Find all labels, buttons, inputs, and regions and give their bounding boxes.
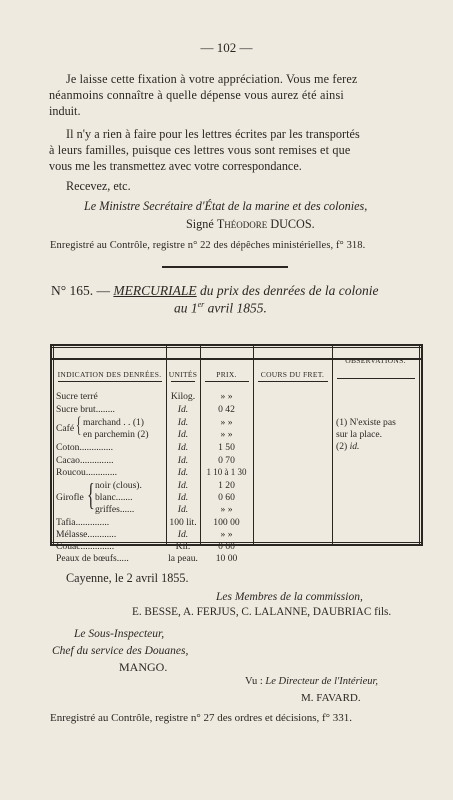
signed-last-name: DUCOS.	[270, 217, 315, 231]
header-underline-2	[171, 381, 195, 382]
vu-prefix: Vu :	[245, 676, 263, 687]
header-indication: INDICATION DES DENRÉES.	[57, 370, 162, 379]
row-price: 100 00	[213, 517, 240, 528]
group-girofle: Girofle	[56, 492, 84, 503]
brace-girofle: {	[87, 476, 95, 512]
paragraph-2-line-1: Il n'y a rien à faire pour les lettres écrites par les transportés	[66, 127, 360, 141]
row-name: noir (clous).	[95, 480, 142, 491]
row-unit: Id.	[177, 529, 189, 540]
chef-service: Chef du service des Douanes,	[52, 645, 189, 657]
group-cafe: Café	[56, 423, 75, 434]
row-name: Roucou.............	[56, 467, 118, 478]
favard-signature: M. FAVARD.	[301, 692, 361, 704]
commission-names: E. BESSE, A. FERJUS, C. LALANNE, DAUBRIAC fils.	[132, 606, 392, 618]
row-price: 0 60	[218, 541, 235, 552]
header-underline-4	[258, 381, 328, 382]
document-title	[51, 283, 378, 299]
row-name: Coton..............	[56, 442, 114, 453]
mango-signature: MANGO.	[119, 660, 168, 674]
row-unit: 100 lit.	[169, 517, 197, 528]
brace-cafe: {	[76, 412, 82, 437]
row-price: 1 50	[218, 442, 235, 453]
row-unit: Id.	[177, 442, 189, 453]
row-name: Cacao..............	[56, 455, 114, 466]
row-unit: Id.	[177, 492, 189, 503]
row-name: blanc.......	[95, 492, 133, 503]
closing: Recevez, etc.	[66, 179, 131, 193]
column-divider-4	[332, 344, 333, 546]
row-price: » »	[220, 391, 233, 402]
row-price: 10 00	[215, 553, 238, 564]
observation-note-text: id.	[349, 441, 360, 452]
page-number: — 102 —	[200, 40, 253, 55]
row-name: griffes......	[95, 504, 135, 515]
row-unit: Id.	[177, 404, 189, 415]
row-name: Peaux de bœufs.....	[56, 553, 129, 564]
mercuriale-title: MERCURIALE	[113, 283, 197, 298]
date-prefix: au 1	[174, 300, 198, 316]
registration-2: Enregistré au Contrôle, registre n° 27 des ordres et décisions, f° 331.	[50, 712, 353, 724]
observation-line-2: sur la place.	[336, 429, 383, 440]
row-unit: Kilog.	[170, 391, 196, 402]
header-observations: OBSERVATIONS.	[345, 356, 406, 365]
table-inner-top-border	[50, 347, 423, 348]
paragraph-2-line-3: vous me les transmettez avec votre correspondance.	[49, 159, 302, 173]
row-price: » »	[220, 429, 233, 440]
commission-title: Les Membres de la commission,	[216, 591, 363, 603]
row-name: Sucre terré	[56, 391, 98, 402]
row-unit: Id.	[177, 467, 189, 478]
row-price: » »	[220, 504, 233, 515]
paragraph-1-line-1: Je laisse cette fixation à votre appréciation. Vous me ferez	[66, 72, 358, 86]
row-unit: la peau.	[168, 553, 198, 564]
place-date: Cayenne, le 2 avril 1855.	[66, 571, 189, 585]
paragraph-1-line-2: néanmoins connaître à quelle dépense vous aurez été ainsi	[49, 88, 344, 102]
vu-title: Le Directeur de l'Intérieur,	[265, 676, 379, 687]
row-price: 0 70	[218, 455, 235, 466]
row-price: 1 20	[218, 480, 235, 491]
document-number: N° 165. —	[51, 283, 114, 298]
row-unit: Id.	[177, 429, 189, 440]
header-underline-1	[58, 381, 162, 382]
row-name: marchand . . (1)	[83, 417, 145, 428]
sous-inspecteur: Le Sous-Inspecteur,	[74, 628, 165, 640]
row-price: 0 60	[218, 492, 235, 503]
paragraph-2-line-2: à leurs familles, puisque ces lettres vous sont remises et que	[49, 143, 351, 157]
table-inner-right-border	[419, 344, 420, 546]
row-price: » »	[220, 529, 233, 540]
registration-1: Enregistré au Contrôle, registre n° 22 des dépêches ministérielles, f° 318.	[50, 240, 366, 251]
observation-note-2	[336, 441, 359, 452]
minister-title: Le Ministre Secrétaire d'État de la marine et des colonies,	[84, 199, 368, 213]
date-suffix: avril 1855.	[204, 300, 267, 316]
row-name: Sucre brut........	[56, 404, 115, 415]
row-unit: Id.	[177, 504, 189, 515]
row-name: en parchemin (2)	[83, 429, 149, 440]
header-cours: COURS DU FRET.	[260, 370, 325, 379]
paragraph-1-line-3: induit.	[49, 104, 81, 118]
document-date	[174, 300, 267, 317]
row-price: » »	[220, 417, 233, 428]
header-underline-3	[205, 381, 249, 382]
signed-first-name: Théodore	[216, 217, 268, 231]
signed-prefix: Signé	[186, 217, 214, 231]
row-name: Mélasse............	[56, 529, 117, 540]
header-underline-5	[337, 378, 415, 379]
date-sup: er	[197, 300, 205, 309]
row-unit: Kil.	[175, 541, 191, 552]
observation-line-1: (1) N'existe pas	[336, 417, 396, 428]
separator-rule	[162, 266, 288, 268]
title-rest: du prix des denrées de la colonie	[196, 283, 379, 298]
row-price: 1 10 à 1 30	[206, 467, 247, 477]
row-price: 0 42	[218, 404, 235, 415]
signature-line	[186, 216, 315, 232]
observation-note-number: (2)	[336, 441, 348, 452]
row-unit: Id.	[177, 417, 189, 428]
row-unit: Id.	[177, 455, 189, 466]
row-name: Couac..............	[56, 541, 115, 552]
header-prix: PRIX.	[216, 370, 237, 379]
vu-line	[245, 676, 378, 687]
row-name: Tafia..............	[56, 517, 110, 528]
row-unit: Id.	[177, 480, 189, 491]
header-unites: UNITÉS	[168, 370, 198, 379]
